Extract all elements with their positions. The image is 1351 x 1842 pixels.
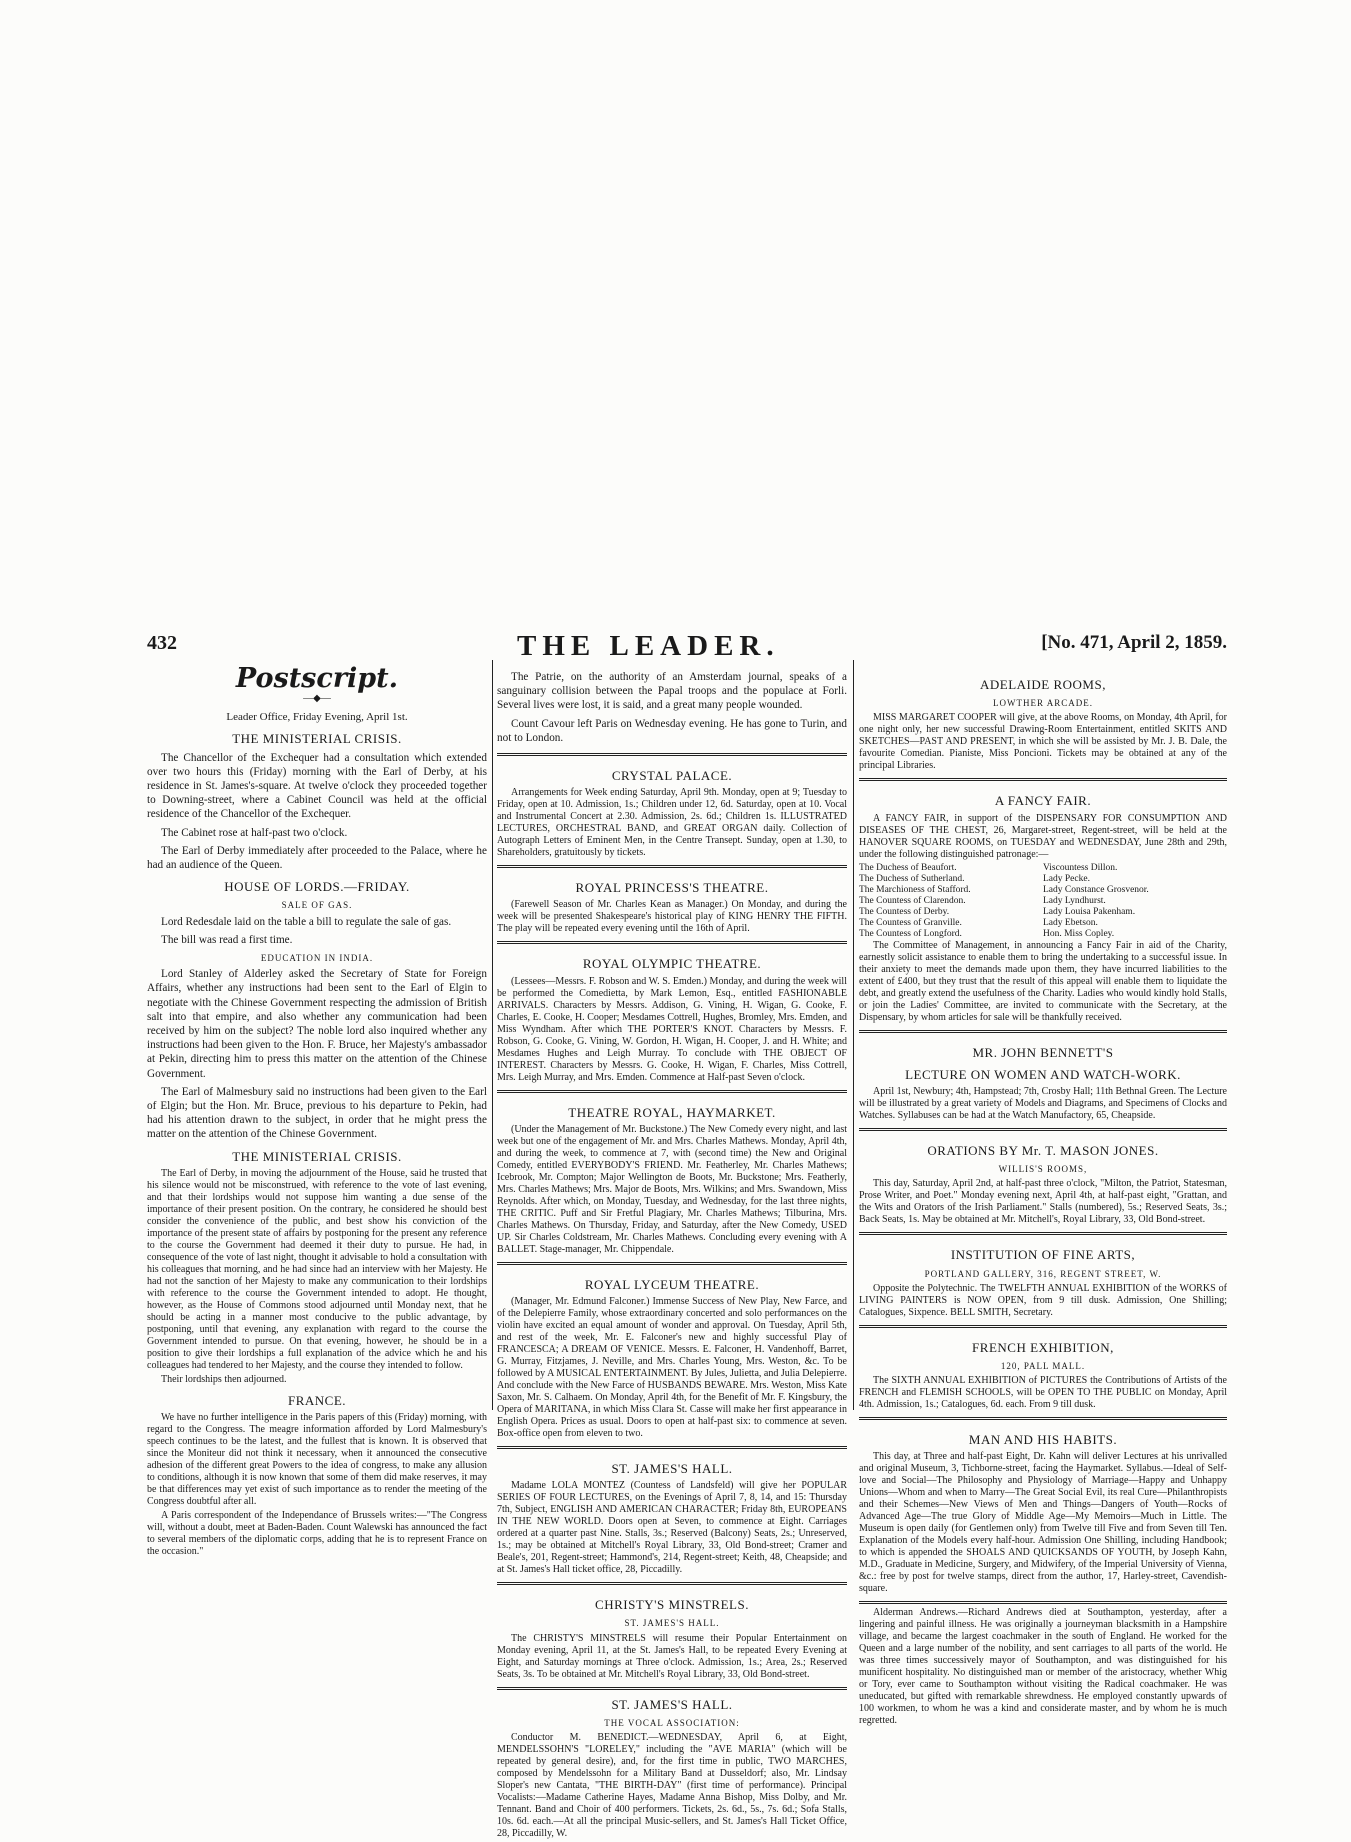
ad-subheading: WILLIS'S ROOMS,	[998, 1164, 1088, 1175]
patron: Lady Ebetson.	[1043, 917, 1098, 928]
ad-fine-arts	[859, 1238, 1227, 1327]
ad-heading: ST. JAMES'S HALL.	[611, 1696, 733, 1712]
ad-haymarket	[497, 1096, 847, 1265]
paragraph: The Cabinet rose at half-past two o'clock.	[161, 826, 348, 839]
patron-list-left	[859, 863, 1043, 940]
postscript-title: Postscript.	[235, 663, 399, 694]
ad-body: A FANCY FAIR, in support of the DISPENSARY FOR CONSUMPTION AND DISEASES OF THE CHEST, 26, Margaret-street, Regent-street, will be held at the HANOVER SQUARE ROOMS, on TUESDAY and WEDNESDAY, June 28th and 29th, under the following distinguished patronage:—	[859, 812, 1227, 860]
ad-heading: INSTITUTION OF FINE ARTS,	[950, 1247, 1136, 1263]
patron: Lady Lyndhurst.	[1043, 895, 1106, 906]
dateline: Leader Office, Friday Evening, April 1st.	[226, 711, 408, 724]
ad-princess-theatre	[497, 871, 847, 944]
ad-heading: A FANCY FAIR.	[994, 793, 1092, 809]
paragraph: The Earl of Derby immediately after proceeded to the Palace, where he had an audience of the Queen.	[147, 844, 487, 872]
ad-subheading: PORTLAND GALLERY, 316, REGENT STREET, W.	[924, 1268, 1162, 1279]
ad-heading: ST. JAMES'S HALL.	[611, 1461, 733, 1477]
paragraph: We have no further intelligence in the Paris papers of this (Friday) morning, with regard to the Congress. The meagre information afforded by Lord Malmesbury's speech continues to be the latest, and the fullest that is known. It is observed that since the Moniteur did not think it necessary, when it announced the consecutive adhesion of the different great Powers to the idea of congress, to make any allusion to conditions, although it is now known that some of them did make reserves, it may be that differences may yet exist of such importance as to render the meeting of the Congress doubtful after all.	[147, 1412, 487, 1508]
page-header	[147, 632, 1227, 662]
paragraph: Count Cavour left Paris on Wednesday evening. He has gone to Turin, and not to London.	[497, 717, 847, 744]
paragraph: The Chancellor of the Exchequer had a consultation which extended over two hours this (Friday) morning with the Earl of Derby, at his residence in St. James's-square. At twelve o'clock they proceeded together to Downing-street, where a Cabinet Council was held at the official residence of the Chancellor of the Exchequer.	[147, 751, 487, 821]
ad-body: This day, at Three and half-past Eight, Dr. Kahn will deliver Lectures at his unrivalled and original Museum, 3, Tichborne-street, facing the Haymarket. Syllabus.—Ideal of Self-love and Social—The Philosophy and Physiology of Marriage—Happy and Unhappy Unions—Whom and when to Marry—The Great Social Evil, its real Cure—Philanthropists and their Schemes—New Views of Men and Things—Dangers of Youth—Rocks of Advanced Age—The true Glory of Middle Age—My Memoirs—Much in Little. The Museum is open daily (for Gentlemen only) from Twelve till Five and from Seven till Ten. Explanation of the Models every half-hour. Admission One Shilling, including Handbook; to which is appended the SHOALS AND QUICKSANDS OF YOUTH, by Joseph Kahn, M.D., Graduate in Medicine, Surgery, and Midwifery, of the Imperial University of Vienna, &c.: free by post for twelve stamps, direct from the author, 17, Harley-street, Cavendish-square.	[859, 1451, 1227, 1595]
ad-heading: ORATIONS BY Mr. T. MASON JONES.	[927, 1143, 1159, 1159]
paragraph: Lord Redesdale laid on the table a bill to regulate the sale of gas.	[161, 915, 452, 928]
patron: The Countess of Longford.	[859, 928, 962, 939]
patron: Viscountess Dillon.	[1043, 862, 1118, 873]
ad-subheading: 120, PALL MALL.	[1000, 1361, 1086, 1372]
ad-fancy-fair	[859, 784, 1227, 1032]
ad-body: The CHRISTY'S MINSTRELS will resume their Popular Entertainment on Monday evening, April 11, at the St. James's Hall, to be repeated Every Evening at Eight, and Saturday mornings at Three o'clock. Admission, 1s.; Area, 2s.; Reserved Seats, 3s. To be obtained at Mr. Mitchell's Royal Library, 33, Old Bond-street.	[497, 1632, 847, 1680]
patron: The Duchess of Sutherland.	[859, 873, 965, 884]
patron-list	[859, 863, 1227, 940]
section-heading: FRANCE.	[287, 1392, 347, 1408]
ad-body: MISS MARGARET COOPER will give, at the above Rooms, on Monday, 4th April, for one night only, her new successful Drawing-Room Entertainment, entitled SKITS AND SKETCHES—PAST AND PRESENT, in which she will be assisted by Mr. J. B. Dale, the favourite Comedian. Pianiste, Miss Poncioni. Tickets may be obtained at any of the principal Libraries.	[859, 712, 1227, 772]
ad-adelaide-rooms	[859, 668, 1227, 781]
ad-body: Arrangements for Week ending Saturday, April 9th. Monday, open at 9; Tuesday to Friday, open at 10. Admission, 1s.; Children under 12, 6d. Saturday, open at 10. Vocal and Instrumental Concert at 2.30. Admission, 2s. 6d.; Children 1s. ILLUSTRATED LECTURES, ORCHESTRAL BAND, and GREAT ORGAN daily. Collection of Autograph Letters of Eminent Men, in the Centre Transept. Sunday, open at 1.30, to Shareholders, gratuitously by tickets.	[497, 787, 847, 859]
column-notices	[859, 668, 1227, 1729]
ad-st-james-hall	[497, 1452, 847, 1585]
ad-french-exhibition	[859, 1331, 1227, 1420]
patron: The Countess of Clarendon.	[859, 895, 966, 906]
ad-subheading: THE VOCAL ASSOCIATION:	[604, 1717, 740, 1728]
ad-body: The SIXTH ANNUAL EXHIBITION of PICTURES the Contributions of Artists of the FRENCH and FLEMISH SCHOOLS, will be OPEN TO THE PUBLIC on Monday, April 4th. Admission, 1s.; Catalogues, 6d. each. From 9 till dusk.	[859, 1375, 1227, 1411]
ad-heading: CRYSTAL PALACE.	[611, 768, 733, 784]
ad-man-and-habits	[859, 1423, 1227, 1604]
divider: —◆—	[303, 693, 331, 705]
ad-vocal-association	[497, 1698, 847, 1840]
paragraph: Their lordships then adjourned.	[161, 1373, 287, 1385]
ad-body: This day, Saturday, April 2nd, at half-past three o'clock, "Milton, the Patriot, Statesman, Prose Writer, and Poet." Monday evening next, April 4th, at half-past eight, "Grattan, and the Wits and Orators of the Irish Parliament." Stalls (numbered), 5s.; Reserved Seats, 3s.; Back Seats, 1s. May be obtained at Mr. Mitchell's, Royal Library, 33, Old Bond-street.	[859, 1178, 1227, 1226]
section-heading: HOUSE OF LORDS.—FRIDAY.	[224, 879, 410, 895]
ad-olympic-theatre	[497, 947, 847, 1092]
ad-body: The Committee of Management, in announcing a Fancy Fair in aid of the Charity, earnestly solicit assistance to enable them to bring the undertaking to a successful issue. In their anxiety to meet the demands made upon them, they have incurred liabilities to the extent of £400, but they trust that the result of this appeal will enable them to liquidate the debt, and greatly extend the usefulness of the Charity. Ladies who would kindly hold Stalls, or join the Ladies' Committee, are invited to communicate with the Secretary, at the Dispensary, by whom articles for sale will be thankfully received.	[859, 939, 1227, 1023]
ad-christys-minstrels	[497, 1588, 847, 1689]
ad-body: (Under the Management of Mr. Buckstone.) The New Comedy every night, and last week but one of the engagement of Mr. and Mrs. Charles Mathews. Monday, April 4th, and during the week, to commence at 7, with (second time) the New and Original Comedy, entitled EVERYBODY'S FRIEND. Mr. Featherley, Mr. Charles Mathews; Icebrook, Mr. Compton; Major Wellington de Boots, Mr. Buckstone; Mrs. Featherly, Mrs. Charles Mathews; Mrs. Major de Boots, Mrs. Wilkins; and Mrs. Swandown, Miss Reynolds. After which, on Monday, Tuesday, and Wednesday, for the last three nights, THE CRITIC. Puff and Sir Fretful Plagiary, Mr. Charles Mathews; Tilburina, Mrs. Charles Mathews. On Thursday, Friday, and Saturday, after the New Comedy, USED UP. Sir Charles Coldstream, Mr. Charles Mathews. Concluding every evening with A BALLET. Stage-manager, Mr. Chippendale.	[497, 1123, 847, 1255]
ad-heading: ROYAL PRINCESS'S THEATRE.	[575, 880, 769, 896]
ad-subheading: ST. JAMES'S HALL.	[624, 1618, 720, 1629]
ad-body: Madame LOLA MONTEZ (Countess of Landsfeld) will give her POPULAR SERIES OF FOUR LECTURES, on the Evenings of April 7, 8, 14, and 15: Thursday 7th, Subject, ENGLISH AND AMERICAN CHARACTER; Friday 8th, EUROPEANS IN THE NEW WORLD. Doors open at Seven, to commence at Eight. Carriages ordered at a quarter past Nine. Stalls, 3s.; Reserved (Balcony) Seats, 2s.; Unreserved, 1s.; may be obtained at Mitchell's Royal Library, 33, Old Bond-street; Cramer and Beale's, 201, Regent-street; Hammond's, 214, Regent-street; Keith, 48, Cheapside; and at St. James's Hall ticket office, 28, Piccadilly.	[497, 1480, 847, 1576]
ad-heading: LECTURE ON WOMEN AND WATCH-WORK.	[905, 1066, 1181, 1082]
ad-body: (Manager, Mr. Edmund Falconer.) Immense Success of New Play, New Farce, and of the Delepierre Family, whose extraordinary concerted and solo performances on the violin have excited an equal amount of wonder and approval. On Tuesday, April 5th, and rest of the week, Mr. E. Falconer's new and highly successful Play of FRANCESCA; A DREAM OF VENICE. Messrs. E. Falconer, H. Vandenhoff, Barret, G. Murray, Fitzjames, J. Neville, and Mrs. Charles Young, Mrs. Weston, &c. To be followed by A MUSICAL ENTERTAINMENT. By Jules, Julietta, and Julia Delepierre. And conclude with the New Farce of HUSBANDS BEWARE. Mrs. Weston, Miss Kate Saxon, Mr. S. Calhaem. On Monday, April 4th, for the Benefit of Mr. F. Kingsbury, the Opera of MARITANA, in which Miss Clara St. Casse will make her first appearance in English Opera. Prices as usual. Doors to open at half-past six: to commence at seven. Box-office open from eleven to two.	[497, 1296, 847, 1440]
patron: Lady Constance Grosvenor.	[1043, 884, 1149, 895]
ad-heading: THEATRE ROYAL, HAYMARKET.	[568, 1104, 776, 1120]
paragraph: A Paris correspondent of the Independance of Brussels writes:—"The Congress will, without a doubt, meet at Baden-Baden. Count Walewski has announced the fact to several members of the diplomatic corps, adding that he is to represent France on the occasion."	[147, 1510, 487, 1558]
patron-list-right	[1043, 863, 1227, 940]
news-item	[497, 668, 847, 756]
paragraph: The Patrie, on the authority of an Amsterdam journal, speaks of a sanguinary collision between the Papal troops and the populace at Forli. Several lives were lost, it is said, and a great many people wounded.	[497, 671, 847, 712]
patron: Lady Louisa Pakenham.	[1043, 906, 1136, 917]
ad-lyceum	[497, 1268, 847, 1449]
ad-body: Opposite the Polytechnic. The TWELFTH ANNUAL EXHIBITION of the WORKS of LIVING PAINTERS is NOW OPEN, from 9 till dusk. Admission, One Shilling; Catalogues, Sixpence. BELL SMITH, Secretary.	[859, 1282, 1227, 1318]
ad-heading: FRENCH EXHIBITION,	[972, 1339, 1114, 1355]
ad-body: Conductor M. BENEDICT.—WEDNESDAY, April 6, at Eight, MENDELSSOHN'S "LORELEY," including the "AVE MARIA" (which will be repeated by general desire), and, for the first time in public, TWO MARCHES, composed by Mendelssohn for a Military Band at Dusseldorf; also, Mr. Lindsay Sloper's new Cantata, "THE BIRTH-DAY" (first time of performance). Principal Vocalists:—Madame Catherine Hayes, Madame Anna Bishop, Miss Dolby, and Mr. Tennant. Band and Choir of 400 performers. Tickets, 2s. 6d., 5s., 7s. 6d.; Sofa Stalls, 10s. 6d. each.—At all the principal Music-sellers, and St. James's Hall Ticket Office, 28, Piccadilly, W.	[497, 1732, 847, 1840]
paragraph: The Earl of Derby, in moving the adjournment of the House, said he trusted that his silence would not be misconstrued, with reference to the vote of last evening, and that their lordships would not suppose him wanting a due sense of the importance of their present position. On the contrary, he considered he should best consider the convenience of the public, and best show his conviction of the importance of the present state of affairs by postponing for the present any reference to the course the Government had deemed it their duty to pursue. He had, in consequence of the vote of last night, thought it advisable to hold a consultation with his colleagues that morning, and he had since had an interview with her Majesty. He had not the sanction of her Majesty to make any communication to their lordships with reference to the course the Government intended to adopt. He thought, however, as the House of Commons stood adjourned until Monday next, that he should be acting in a manner most conducive to the public advantage, by postponing, until that evening, any explanation with regard to the course the Government intended to pursue. On that evening, however, he should be in a position to give their lordships a full explanation of the advice which he and his colleagues had tendered to her Majesty, and the course they intended to follow.	[147, 1167, 487, 1371]
issue-line: [No. 471, April 2, 1859.	[1041, 632, 1227, 653]
section-heading: THE MINISTERIAL CRISIS.	[232, 1148, 402, 1164]
ad-mason-jones	[859, 1134, 1227, 1235]
ad-heading: ROYAL LYCEUM THEATRE.	[584, 1276, 760, 1292]
ad-heading: MR. JOHN BENNETT'S	[972, 1044, 1114, 1060]
patron: The Marchioness of Stafford.	[859, 884, 971, 895]
ad-body: (Lessees—Messrs. F. Robson and W. S. Emden.) Monday, and during the week will be performed the Comedietta, by Mark Lemon, Esq., entitled FASHIONABLE ARRIVALS. Characters by Messrs. Addison, G. Vining, H. Wigan, G. Cooke, F. Charles, E. Cooke, H. Cooper; Mesdames Cottrell, Hughes, Bromley, Mrs. Emden, and Miss Wyndham. After which THE PORTER'S KNOT. Characters by Messrs. F. Robson, G. Cooke, G. Vining, W. Gordon, H. Wigan, H. Cooper, J. and H. White; and Mesdames Hughes and Leigh Murray. To conclude with THE OBJECT OF INTEREST. Characters by Messrs. G. Cooke, H. Wigan, F. Charles, Miss Cottrell, Mrs. Leigh Murray, and Mrs. Emden. Commence at Half-past Seven o'clock.	[497, 975, 847, 1083]
paragraph: Alderman Andrews.—Richard Andrews died at Southampton, yesterday, after a lingering and painful illness. He was originally a journeyman blacksmith in a Hampshire village, and became the largest coachmaker in the south of England. He worked for the Queen and a large number of the nobility, and sent carriages to all parts of the world. He was three times successively mayor of Southampton, and was distinguished for his munificent hospitality. No distinguished man or member of the aristocracy, whether Whig or Tory, ever came to Southampton without visiting the Radical coachmaker. He was uneducated, but gifted with remarkable shrewdness. He employed constantly upwards of 100 workmen, to whom he was a kind and considerate master, and by whom he is much regretted.	[859, 1607, 1227, 1727]
column-postscript	[147, 663, 487, 1560]
patron: Hon. Miss Copley.	[1043, 928, 1115, 939]
paragraph: The Earl of Malmesbury said no instructions had been given to the Earl of Elgin; but the Hon. Mr. Bruce, previous to his departure to Pekin, had had his attention drawn to the subject, in order that he might press the matter on the attention of the Chinese Government.	[147, 1085, 487, 1141]
patron: The Countess of Derby.	[859, 906, 950, 917]
patron: The Countess of Granville.	[859, 917, 962, 928]
ad-heading: ROYAL OLYMPIC THEATRE.	[582, 956, 762, 972]
ad-body: (Farewell Season of Mr. Charles Kean as Manager.) On Monday, and during the week will be presented Shakespeare's historical play of KING HENRY THE FIFTH. The play will be repeated every evening until the 16th of April.	[497, 899, 847, 935]
paragraph: The bill was read a first time.	[161, 933, 293, 946]
subheading: SALE OF GAS.	[281, 900, 353, 911]
page-number: 432	[147, 632, 177, 654]
ad-bennett-lecture	[859, 1036, 1227, 1131]
patron: Lady Pecke.	[1043, 873, 1090, 884]
column-rule	[853, 660, 854, 1410]
patron: The Duchess of Beaufort.	[859, 862, 957, 873]
ad-heading: ADELAIDE ROOMS,	[980, 677, 1106, 692]
ad-crystal-palace	[497, 759, 847, 868]
column-rule	[492, 660, 493, 1410]
column-advertisements	[497, 668, 847, 1842]
section-heading: THE MINISTERIAL CRISIS.	[232, 731, 402, 747]
ad-subheading: LOWTHER ARCADE.	[993, 698, 1093, 709]
paragraph: Lord Stanley of Alderley asked the Secretary of State for Foreign Affairs, whether any instructions had been sent to the Earl of Elgin to negotiate with the Chinese Government respecting the admission of British salt into that empire, and also whether any communication had been received by him on the subject? The noble lord also inquired whether any instructions had been given to the Hon. F. Bruce, her Majesty's ambassador at Pekin, directing him to press this matter on the attention of the Chinese Government.	[147, 968, 487, 1080]
masthead: THE LEADER.	[517, 630, 780, 662]
ad-heading: MAN AND HIS HABITS.	[968, 1432, 1118, 1448]
ad-heading: CHRISTY'S MINSTRELS.	[595, 1597, 749, 1613]
ad-body: April 1st, Newbury; 4th, Hampstead; 7th, Crosby Hall; 11th Bethnal Green. The Lecture will be illustrated by a great variety of Models and Diagrams, and Specimens of Clocks and Watches. Syllabuses can be had at the Watch Manufactory, 65, Cheapside.	[859, 1086, 1227, 1122]
subheading: EDUCATION IN INDIA.	[260, 953, 374, 964]
